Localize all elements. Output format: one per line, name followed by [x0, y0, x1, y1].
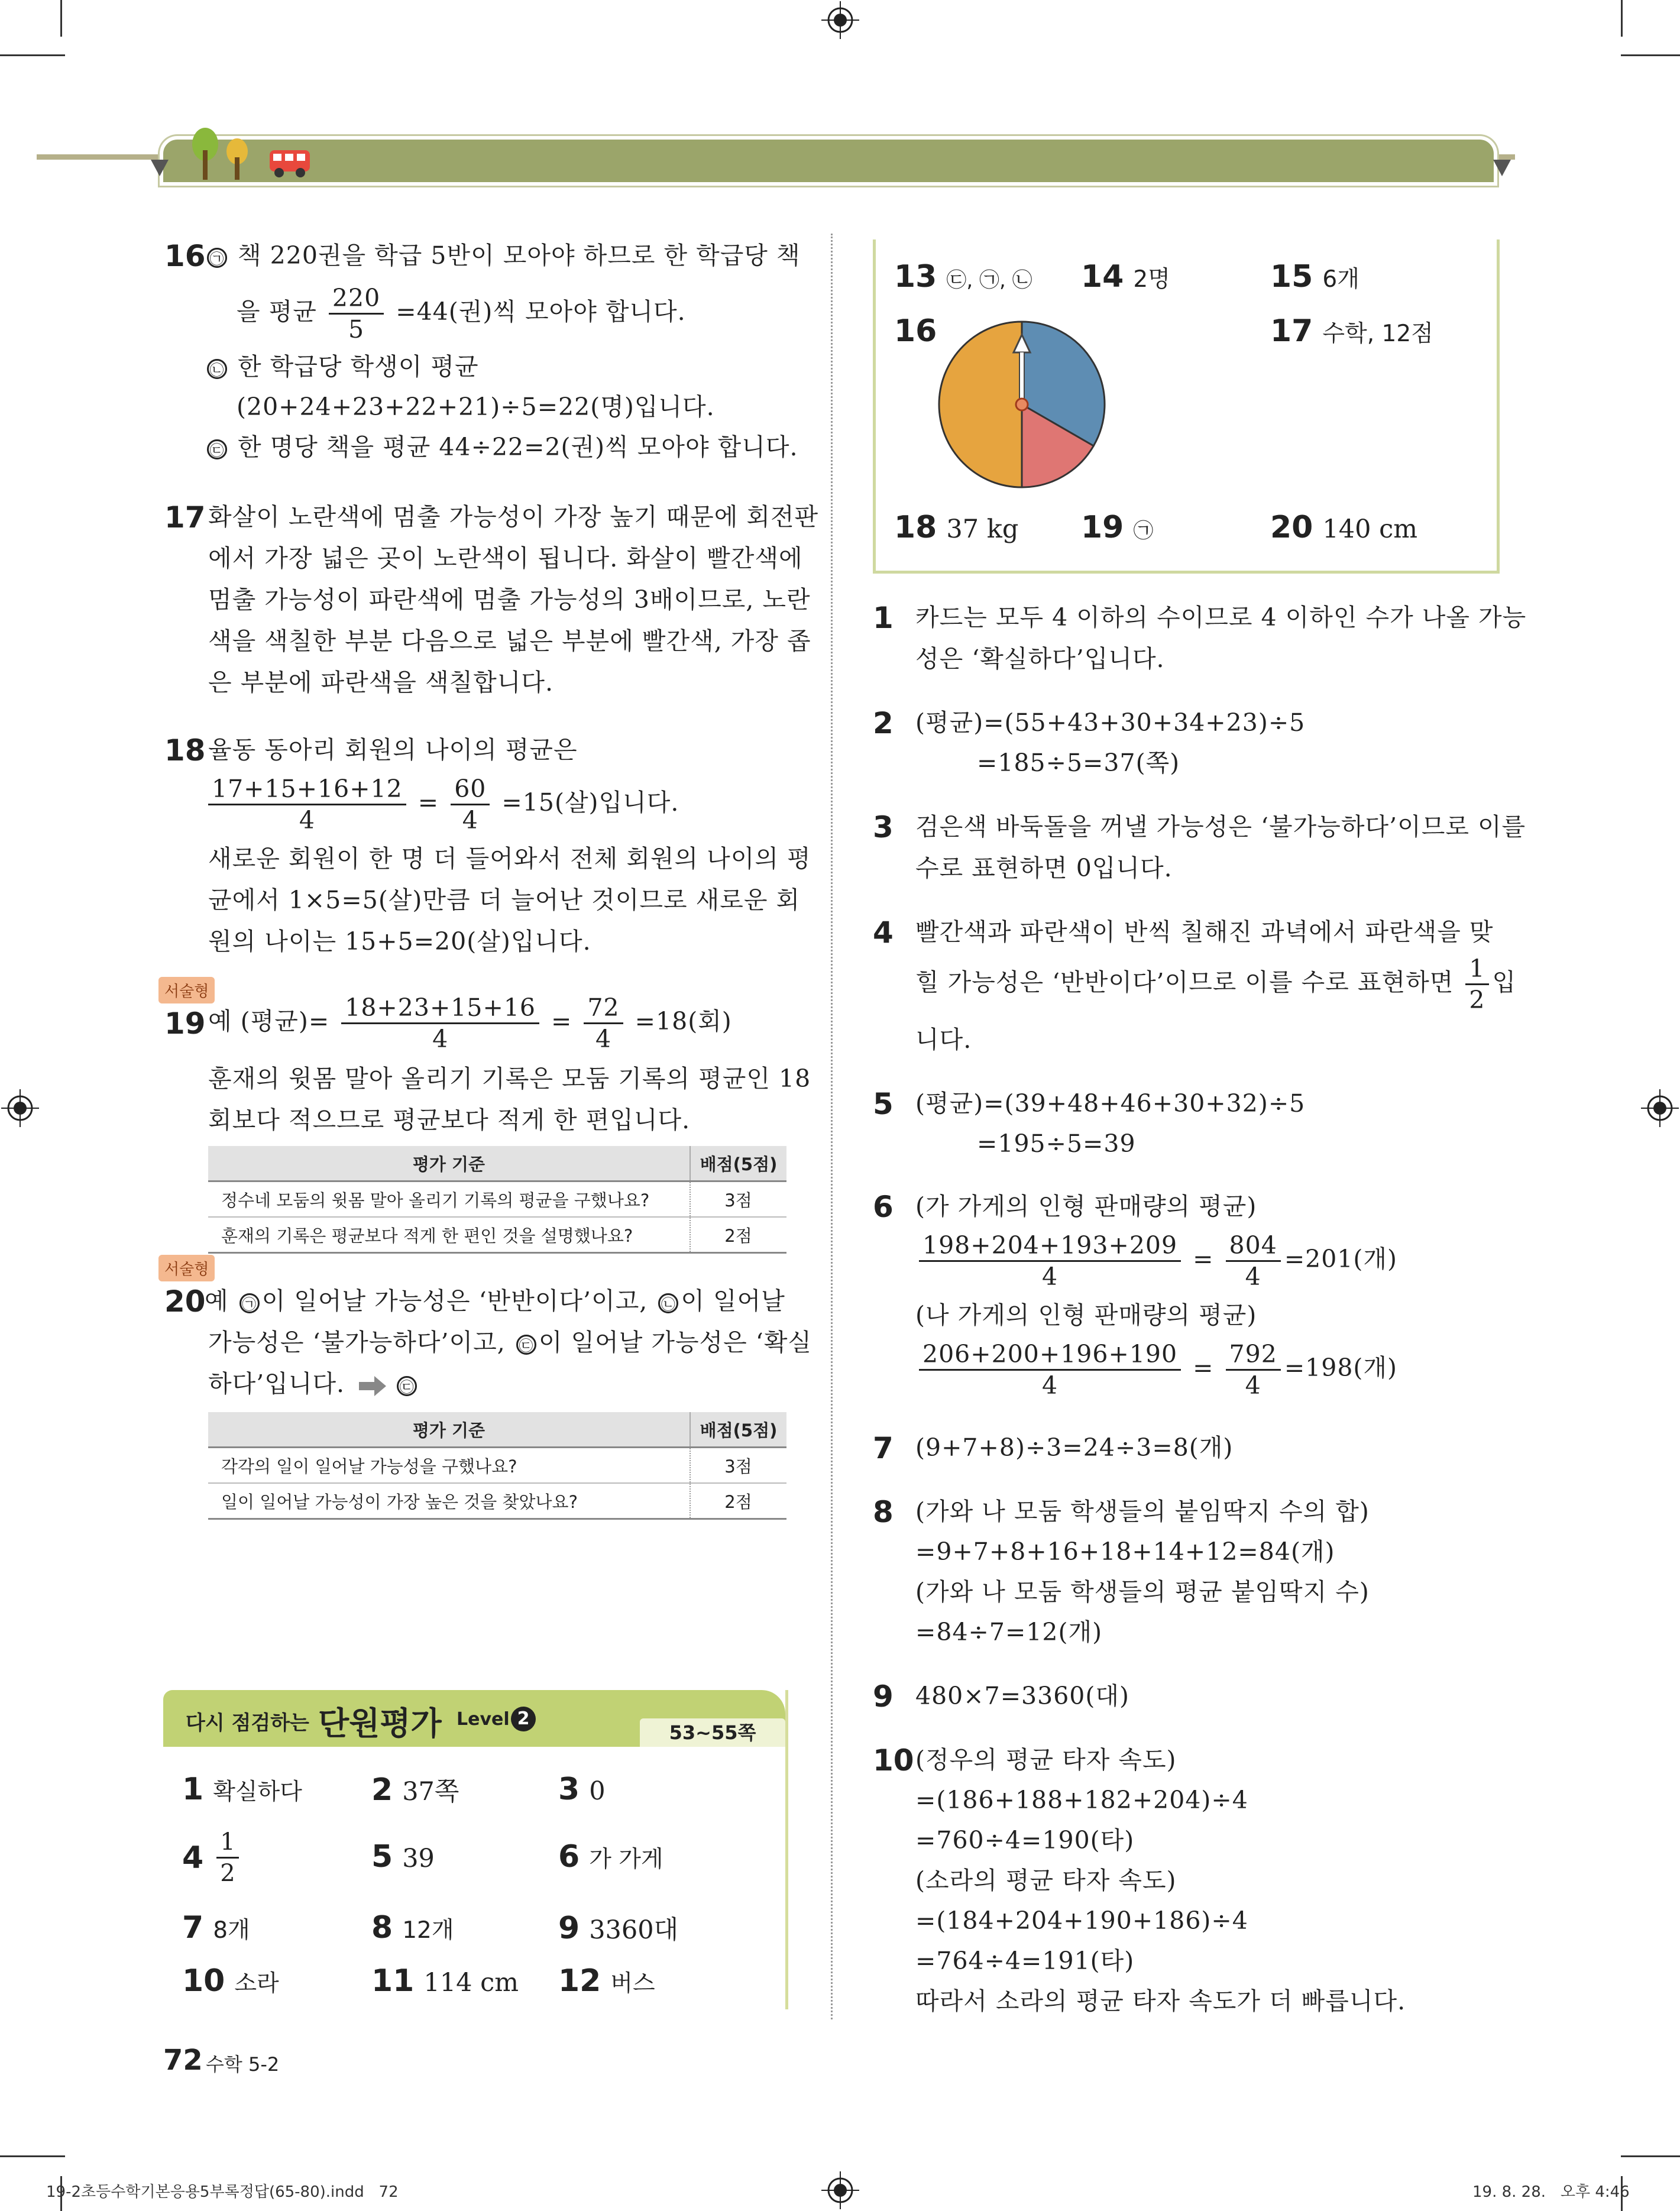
- answer-text: 에서 가장 넓은 곳이 노란색이 됩니다. 화살이 빨간색에: [208, 544, 803, 572]
- page-number: 72: [163, 2044, 203, 2077]
- print-date-info: 19. 8. 28. 오후 4:46: [1472, 2183, 1630, 2201]
- arrow-right-icon: [359, 1376, 386, 1396]
- answer-text: 은 부분에 파란색을 색칠합니다.: [208, 668, 554, 697]
- table-row: 일이 일어날 가능성이 가장 높은 것을 찾았나요? 2점: [208, 1483, 786, 1519]
- review-answer: 12 버스: [558, 1963, 655, 1999]
- spinner-sector-yellow: [939, 322, 1022, 487]
- spinner-pivot: [1016, 399, 1028, 410]
- circle-mark: ㉢: [516, 1335, 536, 1355]
- table-row: 각각의 일이 일어날 가능성을 구했나요? 3점: [208, 1448, 786, 1484]
- review-header: [163, 1690, 785, 1747]
- circle-mark: ㉡: [658, 1293, 678, 1313]
- review-section: [163, 1690, 788, 2009]
- registration-mark: [821, 2171, 859, 2209]
- review-answer: 8 12개: [371, 1910, 454, 1945]
- answer-text: 빨간색과 파란색이 반씩 칠해진 과녁에서 파란색을 맞: [915, 918, 1494, 946]
- column-divider: [831, 234, 833, 2019]
- fraction: $\frac{1}{2}$: [216, 1827, 238, 1888]
- review-answer: 3 0: [558, 1772, 606, 1807]
- box-answer: 13 ㉢, ㉠, ㉡: [894, 259, 1032, 294]
- answer-text: 멈출 가능성이 파란색에 멈출 가능성의 3배이므로, 노란: [208, 585, 811, 614]
- fraction: $\frac{1}{2}$: [1465, 954, 1488, 1015]
- fraction: $\frac{72}{4}$: [584, 993, 623, 1054]
- question-number: 3: [873, 810, 894, 844]
- circle-mark: ㉡: [207, 359, 227, 379]
- box-answer: 16: [894, 313, 937, 349]
- answer-text: 색을 색칠한 부분 다음으로 넓은 부분에 빨간색, 가장 좁: [208, 627, 811, 655]
- answer-text: 회보다 적으므로 평균보다 적게 한 편입니다.: [208, 1106, 691, 1134]
- answer-text: $\frac{198+204+193+209}{4}$ = $\frac{804}{4}$ =201(개): [915, 1226, 1397, 1291]
- bus-icon: [268, 149, 311, 179]
- box-answer: 15 6개: [1270, 259, 1359, 294]
- review-label: 다시 점검하는: [186, 1711, 309, 1735]
- answer-text: (나 가게의 인형 판매량의 평균): [915, 1301, 1257, 1329]
- registration-mark: [1641, 1089, 1679, 1127]
- answer-text: =(184+204+190+186)÷4: [915, 1906, 1248, 1935]
- answer-text: $\frac{17+15+16+12}{4}$ = $\frac{60}{4}$ =15(살)입니다.: [208, 770, 679, 835]
- answer-text: 훈재의 윗몸 말아 올리기 기록은 모둠 기록의 평균인 18: [208, 1064, 811, 1093]
- answer-text: 수로 표현하면 0입니다.: [915, 854, 1173, 882]
- fraction: $\frac{220}{5}$: [329, 283, 384, 344]
- circle-mark: ㉢: [207, 439, 227, 459]
- answer-text: 예 (평균)= $\frac{18+23+15+16}{4}$ = $\frac{72}{4}$ =18(회): [208, 993, 732, 1053]
- answer-text: (정우의 평균 타자 속도): [915, 1746, 1177, 1774]
- question-number: 20: [164, 1284, 206, 1319]
- crop-mark: [1621, 2155, 1680, 2157]
- box-answer: 19 ㉠: [1081, 510, 1154, 545]
- spinner-diagram: [936, 318, 1108, 491]
- review-answer: 4 $\frac{1}{2}$: [182, 1827, 242, 1888]
- answer-text: 예 ㉠ 이 일어날 가능성은 ‘반반이다’이고, ㉡ 이 일어날: [205, 1287, 785, 1315]
- answer-text: (가 가게의 인형 판매량의 평균): [915, 1192, 1257, 1221]
- review-answer: 2 37쪽: [371, 1772, 459, 1808]
- answer-text: (소라의 평균 타자 속도): [915, 1866, 1177, 1895]
- review-answer: 10 소라: [182, 1963, 279, 1999]
- print-file-info: 19-2초등수학기본응용5부록정답(65-80).indd 72: [46, 2183, 399, 2201]
- review-level: Level: [457, 1709, 510, 1730]
- question-number: 18: [164, 733, 206, 768]
- box-answer: 17 수학, 12점: [1270, 313, 1433, 349]
- box-answer: 18 37 kg: [894, 510, 1019, 545]
- fraction: $\frac{206+200+196+190}{4}$: [919, 1339, 1181, 1400]
- tree-icon: [190, 127, 220, 180]
- answer-text: (가와 나 모둠 학생들의 평균 붙임딱지 수): [915, 1578, 1370, 1606]
- question-number: 10: [873, 1743, 914, 1778]
- table-row: 정수네 모둠의 윗몸 말아 올리기 기록의 평균을 구했나요? 3점: [208, 1181, 786, 1218]
- answer-text: (20+24+23+22+21)÷5=22(명)입니다.: [237, 393, 715, 421]
- answer-text: =9+7+8+16+18+14+12=84(개): [915, 1537, 1335, 1566]
- answer-text: 율동 동아리 회원의 나이의 평균은: [208, 736, 578, 764]
- answer-text: =84÷7=12(개): [915, 1618, 1103, 1646]
- fraction: $\frac{18+23+15+16}{4}$: [341, 993, 539, 1054]
- question-number: 16: [164, 239, 206, 273]
- answer-text: 균에서 1×5=5(살)만큼 더 늘어난 것이므로 새로운 회: [208, 886, 801, 914]
- fraction: $\frac{792}{4}$: [1226, 1339, 1281, 1400]
- review-answer: 6 가 가게: [558, 1839, 663, 1875]
- answer-text: 힐 가능성은 ‘반반이다’이므로 이를 수로 표현하면 $\frac{1}{2}$ 입: [915, 954, 1517, 1014]
- question-number: 2: [873, 706, 894, 740]
- grading-table: 평가 기준 배점(5점) 각각의 일이 일어날 가능성을 구했나요? 3점 일이 일어날 가능성이 가장 높은 것을 찾았나요? 2점: [208, 1412, 786, 1520]
- answer-text: (9+7+8)÷3=24÷3=8(개): [915, 1433, 1234, 1462]
- question-number: 9: [873, 1679, 894, 1714]
- question-number: 1: [873, 601, 894, 635]
- review-answer: 11 114 cm: [371, 1963, 519, 1999]
- essay-tag: 서술형: [158, 1255, 215, 1281]
- answer-text: 원의 나이는 15+5=20(살)입니다.: [208, 927, 591, 956]
- question-number: 5: [873, 1087, 894, 1121]
- answer-text: 하다’입니다. ㉢: [208, 1366, 419, 1401]
- review-answer: 1 확실하다: [182, 1772, 302, 1807]
- fraction: $\frac{804}{4}$: [1226, 1231, 1281, 1291]
- question-number: 7: [873, 1431, 894, 1465]
- essay-tag: 서술형: [158, 977, 215, 1003]
- registration-mark: [1, 1089, 39, 1127]
- answer-text: 480×7=3360(대): [915, 1682, 1129, 1710]
- answer-text: (가와 나 모둠 학생들의 붙임딱지 수의 합): [915, 1497, 1370, 1526]
- review-answer: 5 39: [371, 1839, 435, 1875]
- question-number: 19: [164, 1006, 206, 1041]
- answer-text: =764÷4=191(타): [915, 1947, 1135, 1975]
- answer-text: 성은 ‘확실하다’입니다.: [915, 645, 1165, 673]
- table-row: 훈재의 기록은 평균보다 적게 한 편인 것을 설명했나요? 2점: [208, 1217, 786, 1253]
- answer-text: 새로운 회원이 한 명 더 들어와서 전체 회원의 나이의 평: [208, 844, 811, 873]
- box-answer: 14 2명: [1081, 259, 1170, 294]
- answer-text: ㉢ 한 명당 책을 평균 44÷22=2(권)씩 모아야 합니다.: [205, 429, 798, 465]
- answer-text: (평균)=(39+48+46+30+32)÷5: [915, 1089, 1306, 1118]
- answer-text: $\frac{206+200+196+190}{4}$ = $\frac{792}{4}$ =198(개): [915, 1335, 1397, 1400]
- answer-text: (평균)=(55+43+30+34+23)÷5: [915, 708, 1306, 737]
- answer-text: ㉡ 한 학급당 학생이 평균: [205, 349, 479, 384]
- fraction: $\frac{17+15+16+12}{4}$: [208, 774, 406, 835]
- question-number: 17: [164, 500, 206, 535]
- fraction: $\frac{60}{4}$: [451, 774, 490, 835]
- question-number: 6: [873, 1190, 894, 1224]
- review-title: 단원평가: [318, 1705, 442, 1742]
- crop-mark: [0, 2155, 65, 2157]
- answer-text: 화살이 노란색에 멈출 가능성이 가장 높기 때문에 회전판: [208, 503, 819, 531]
- answer-text: =(186+188+182+204)÷4: [915, 1786, 1248, 1814]
- header-bar: [0, 0, 1680, 189]
- answer-text: =185÷5=37(쪽): [977, 749, 1180, 777]
- arrow-marker-icon: [151, 160, 169, 177]
- review-answer: 9 3360대: [558, 1911, 679, 1946]
- question-number: 8: [873, 1495, 894, 1529]
- circle-mark: ㉢: [397, 1376, 417, 1396]
- answer-text: 을 평균 $\frac{220}{5}$ =44(권)씩 모아야 합니다.: [237, 284, 686, 344]
- question-number: 4: [873, 915, 894, 950]
- answer-text: =195÷5=39: [977, 1129, 1136, 1158]
- circle-mark: ㉠: [207, 248, 227, 268]
- answer-text: 검은색 바둑돌을 꺼낼 가능성은 ‘불가능하다’이므로 이를: [915, 812, 1526, 841]
- answer-text: ㉠ 책 220권을 학급 5반이 모아야 하므로 한 학급당 책: [205, 238, 801, 273]
- answer-text: 카드는 모두 4 이하의 수이므로 4 이하인 수가 나올 가능: [915, 603, 1527, 632]
- fraction: $\frac{198+204+193+209}{4}$: [919, 1231, 1181, 1291]
- level-badge: 2: [511, 1707, 536, 1731]
- answer-text: 가능성은 ‘불가능하다’이고, ㉢ 이 일어날 가능성은 ‘확실: [208, 1328, 813, 1357]
- answer-text: 니다.: [915, 1025, 972, 1054]
- page-range: 53~55쪽: [640, 1718, 785, 1747]
- review-answer: 7 8개: [182, 1910, 250, 1945]
- box-answer: 20 140 cm: [1270, 510, 1417, 545]
- answer-text: =760÷4=190(타): [915, 1826, 1135, 1854]
- subject-label: 수학 5-2: [206, 2053, 280, 2076]
- grading-table: 평가 기준 배점(5점) 정수네 모둠의 윗몸 말아 올리기 기록의 평균을 구했나요? 3점 훈재의 기록은 평균보다 적게 한 편인 것을 설명했나요? 2점: [208, 1146, 786, 1254]
- tree-icon: [225, 137, 250, 180]
- answer-text: 따라서 소라의 평균 타자 속도가 더 빠릅니다.: [915, 1987, 1406, 2015]
- circle-mark: ㉠: [239, 1293, 260, 1313]
- arrow-marker-icon: [1493, 160, 1511, 177]
